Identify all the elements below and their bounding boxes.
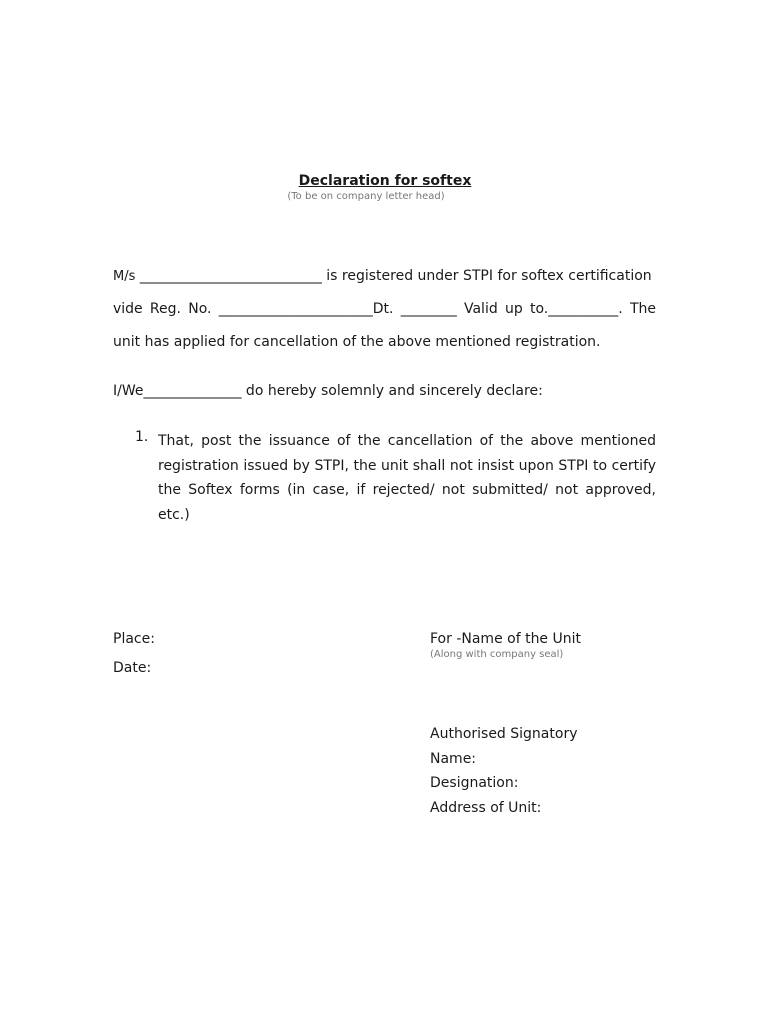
registration-line-1 <box>113 268 656 284</box>
unit-name-label: For -Name of the Unit <box>430 631 581 647</box>
page-title: Declaration for softex <box>298 173 472 189</box>
registration-line-2: vide Reg. No. ______________________Dt. ________ Valid up to.__________. The <box>113 301 656 317</box>
designation-label: Designation: <box>430 775 519 791</box>
ms-prefix: M/s <box>113 269 136 284</box>
address-label: Address of Unit: <box>430 800 542 816</box>
registration-line-1-text: __________________________ is registered under STPI for softex certification <box>135 268 652 284</box>
date-label: Date: <box>113 660 152 676</box>
name-label: Name: <box>430 751 477 767</box>
declaration-statement: I/We______________ do hereby solemnly and sincerely declare: <box>113 383 543 399</box>
place-label: Place: <box>113 631 155 647</box>
letterhead-note: (To be on company letter head) <box>287 191 445 202</box>
registration-line-3: unit has applied for cancellation of the above mentioned registration. <box>113 334 601 350</box>
list-item-text: That, post the issuance of the cancellation of the above mentioned registration issued by STPI, the unit shall not insist upon STPI to certify the Softex forms (in case, if rejected/ not submitted/ not approved, etc.) <box>158 433 656 523</box>
company-seal-note: (Along with company seal) <box>430 649 564 660</box>
list-item-number: 1. <box>135 429 149 445</box>
authorised-signatory-label: Authorised Signatory <box>430 726 578 742</box>
